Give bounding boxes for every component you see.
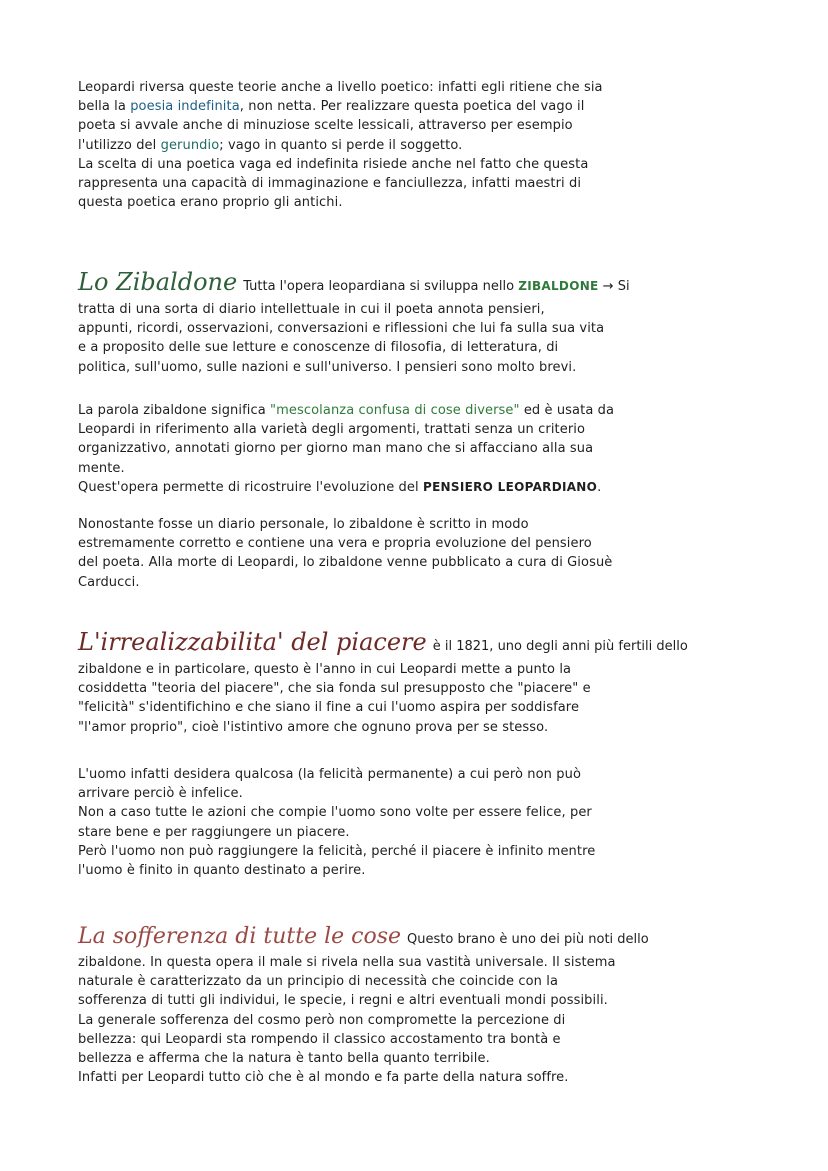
section-piacere <box>78 630 750 737</box>
section-heading-line <box>78 270 750 300</box>
text-line: poeta si avvale anche di minuziose scelte lessicali, attraverso per esempio <box>78 118 573 134</box>
text-line: naturale è caratterizzato da un principio di necessità che coincide con la <box>78 974 559 990</box>
section-title-sofferenza: La sofferenza di tutte le cose <box>78 924 402 949</box>
zibaldone-paragraph-2 <box>78 401 750 497</box>
highlight-zibaldone: ZIBALDONE <box>518 279 599 293</box>
text-line: zibaldone e in particolare, questo è l'anno in cui Leopardi mette a punto la <box>78 662 572 677</box>
text-line: rappresenta una capacità di immaginazione e fanciullezza, infatti maestri di <box>78 176 582 192</box>
highlight-pensiero-leopardiano: PENSIERO LEOPARDIANO <box>422 479 598 494</box>
text-line: Carducci. <box>78 574 140 590</box>
text-run: → Si <box>598 279 630 294</box>
text-line: Infatti per Leopardi tutto ciò che è al mondo e fa parte della natura soffre. <box>78 1070 569 1086</box>
text-line: Però l'uomo non può raggiungere la felicità, perché il piacere è infinito mentre <box>78 843 596 859</box>
text-run: Tutta l'opera leopardiana si sviluppa nello <box>243 279 519 294</box>
text-line: La generale sofferenza del cosmo però non compromette la percezione di <box>78 1012 566 1028</box>
section-sofferenza <box>78 925 750 1087</box>
text-line: La scelta di una poetica vaga ed indefinita risiede anche nel fatto che questa <box>78 156 589 172</box>
text-line: L'uomo infatti desidera qualcosa (la felicità permanente) a cui però non può <box>78 767 582 782</box>
text-line: estremamente corretto e contiene una vera e propria evoluzione del pensiero <box>78 536 592 552</box>
piacere-paragraph-2 <box>78 765 750 880</box>
text-run: La parola zibaldone significa <box>78 403 271 418</box>
text-line: "felicità" s'identifichino e che siano il fine a cui l'uomo aspira per soddisfare <box>78 700 580 716</box>
text-run: l'utilizzo del <box>78 137 161 153</box>
text-line: organizzativo, annotati giorno per giorno man mano che si affacciano alla sua <box>78 441 594 457</box>
text-line: e a proposito delle sue letture e conoscenze di filosofia, di letteratura, di <box>78 340 559 356</box>
text-run: , non netta. Per realizzare questa poetica del vago il <box>239 99 585 115</box>
text-run: è il 1821, uno degli anni più fertili dello <box>432 639 688 654</box>
text-line: Non a caso tutte le azioni che compie l'uomo sono volte per essere felice, per <box>78 805 592 821</box>
text-line: Nonostante fosse un diario personale, lo zibaldone è scritto in modo <box>78 517 529 532</box>
text-line: "l'amor proprio", cioè l'istintivo amore che ognuno prova per se stesso. <box>78 719 549 735</box>
highlight-gerundio: gerundio <box>160 137 220 153</box>
text-line: l'uomo è finito in quanto destinato a perire. <box>78 863 366 879</box>
text-line: appunti, ricordi, osservazioni, conversazioni e riflessioni che lui fa sulla sua vita <box>78 321 605 337</box>
text-run: bella la <box>78 99 131 115</box>
text-line <box>78 401 750 420</box>
text-line: del poeta. Alla morte di Leopardi, lo zibaldone venne pubblicato a cura di Giosuè <box>78 555 613 571</box>
highlight-poesia-indefinita: poesia indefinita <box>130 99 240 115</box>
highlight-mescolanza: "mescolanza confusa di cose diverse" <box>270 403 520 418</box>
text-line: cosiddetta "teoria del piacere", che sia fonda sul presupposto che "piacere" e <box>78 681 591 697</box>
text-line: politica, sull'uomo, sulle nazioni e sull'universo. I pensieri sono molto brevi. <box>78 359 577 375</box>
text-run: ed è usata da <box>519 403 615 418</box>
text-run: Questo brano è uno dei più noti dello <box>407 932 649 947</box>
text-line <box>78 478 750 497</box>
text-line: bellezza e afferma che la natura è tanto bella quanto terribile. <box>78 1051 490 1067</box>
text-line: Leopardi riversa queste teorie anche a livello poetico: infatti egli ritiene che sia <box>78 80 603 95</box>
section-zibaldone <box>78 270 750 377</box>
text-run: ; vago in quanto si perde il soggetto. <box>219 137 463 153</box>
text-line: tratta di una sorta di diario intellettuale in cui il poeta annota pensieri, <box>78 302 545 317</box>
section-title-zibaldone: Lo Zibaldone <box>78 268 238 296</box>
text-line: mente. <box>78 460 125 476</box>
text-line: arrivare perciò è infelice. <box>78 786 243 802</box>
section-heading-line <box>78 925 750 953</box>
text-line: bellezza: qui Leopardi sta rompendo il classico accostamento tra bontà e <box>78 1031 561 1047</box>
text-line: questa poetica erano proprio gli antichi. <box>78 195 343 211</box>
text-line: stare bene e per raggiungere un piacere. <box>78 824 350 840</box>
text-run: Quest'opera permette di ricostruire l'evoluzione del <box>78 479 423 495</box>
text-run: . <box>597 479 602 495</box>
section-heading-line <box>78 630 750 660</box>
text-line <box>78 97 750 116</box>
text-line: sofferenza di tutti gli individui, le specie, i regni e altri eventuali mondi possibili. <box>78 993 608 1009</box>
intro-paragraph <box>78 78 750 212</box>
section-title-piacere: L'irrealizzabilita' del piacere <box>78 628 427 656</box>
zibaldone-paragraph-3 <box>78 515 750 592</box>
text-line: Leopardi in riferimento alla varietà degli argomenti, trattati senza un criterio <box>78 422 586 438</box>
text-line <box>78 136 750 155</box>
text-line: zibaldone. In questa opera il male si rivela nella sua vastità universale. Il sistema <box>78 955 616 970</box>
